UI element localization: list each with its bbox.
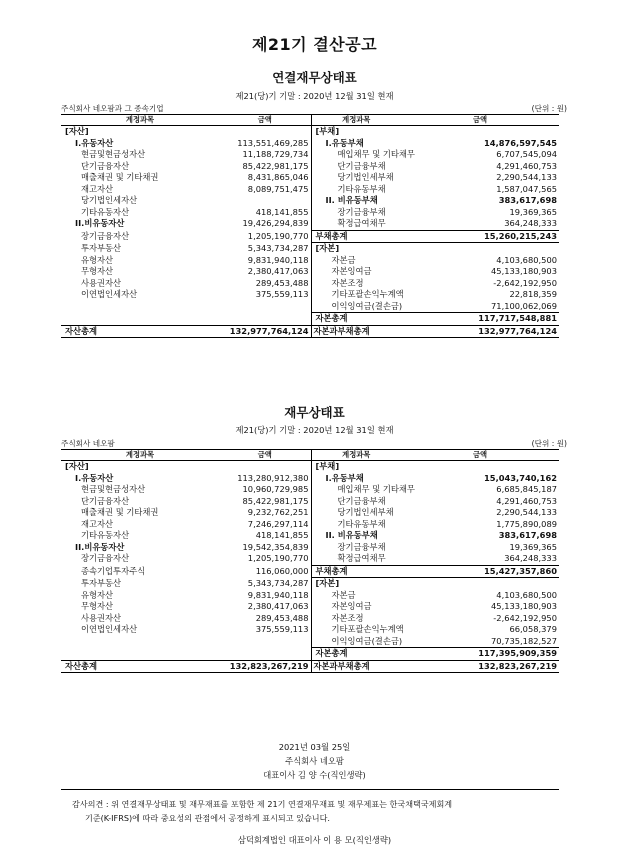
liability-equity-amount: 4,291,460,753	[496, 495, 557, 506]
asset-amount: 375,559,113	[255, 289, 309, 299]
asset-account: [자산]	[65, 126, 89, 136]
liability-equity-account: 자본조정	[311, 613, 401, 625]
header-account: 계정과목	[311, 115, 401, 126]
asset-amount: 11,188,729,734	[242, 149, 309, 159]
liability-equity-amount	[401, 126, 559, 138]
total-row	[61, 660, 559, 673]
consolidated-title: 연결재무상태표	[272, 70, 357, 85]
auditor-signature: 삼덕회계법인 대표이사 이 용 모(직인생략)	[237, 835, 392, 845]
page-title: 제21기 결산공고	[251, 35, 378, 54]
asset-account: 사용권자산	[81, 277, 122, 288]
asset-amount: 113,280,912,380	[237, 472, 309, 483]
table-row	[61, 138, 559, 150]
asset-amount: 113,551,469,285	[237, 137, 309, 148]
table-row	[61, 473, 559, 485]
total-liabilities-equity-amount: 132,823,267,219	[401, 660, 559, 673]
asset-amount: 1,205,190,770	[247, 230, 309, 241]
asset-amount: 2,380,417,063	[247, 266, 309, 276]
header-account: 계정과목	[61, 115, 219, 126]
table-row	[61, 126, 559, 138]
asset-amount	[219, 195, 311, 207]
asset-account: 장기금융자산	[81, 230, 130, 241]
asset-account	[61, 648, 219, 661]
asset-account: 사용권자산	[81, 612, 122, 623]
table-row	[61, 519, 559, 531]
table-row	[61, 553, 559, 565]
header-amount: 금액	[401, 450, 559, 461]
liability-equity-account: 자본총계	[311, 313, 401, 326]
announcement-date: 2021년 03월 25일	[278, 742, 351, 752]
asset-account	[61, 636, 219, 648]
asset-account: 투자부동산	[81, 242, 122, 253]
liability-equity-account: 장기금융부채	[311, 542, 401, 554]
table-row	[61, 207, 559, 219]
table-row	[61, 636, 559, 648]
liability-equity-account: 장기금융부채	[311, 207, 401, 219]
asset-amount	[219, 648, 311, 661]
asset-amount: 9,831,940,118	[247, 254, 309, 265]
audit-opinion	[72, 797, 552, 825]
liability-equity-account: 이익잉여금(결손금)	[311, 301, 401, 313]
liability-equity-amount: -2,642,192,950	[493, 612, 557, 623]
header-amount: 금액	[401, 115, 559, 126]
table-row	[61, 461, 559, 473]
liability-equity-amount: 19,369,365	[509, 206, 557, 217]
table-row	[61, 289, 559, 301]
total-liabilities-equity-amount: 132,977,764,124	[401, 325, 559, 338]
liability-equity-account: [부채]	[311, 461, 401, 473]
total-assets-label: 자산총계	[61, 660, 219, 673]
asset-amount: 418,141,855	[255, 530, 309, 540]
asset-amount: 375,559,113	[255, 624, 309, 634]
asset-account: 매출채권 및 기타채권	[81, 172, 159, 182]
asset-amount	[219, 461, 311, 473]
table-row	[61, 484, 559, 496]
liability-equity-amount: 70,735,182,527	[491, 635, 557, 646]
liability-equity-account: 확정급여채무	[311, 553, 401, 565]
table-row	[61, 230, 559, 243]
asset-account: 유형자산	[81, 589, 114, 600]
liability-equity-amount: 71,100,062,069	[491, 300, 557, 311]
liability-equity-account: 매입채무 및 기타채무	[311, 149, 401, 161]
liability-equity-account: I.유동부채	[311, 473, 401, 485]
liability-equity-amount: 4,291,460,753	[496, 160, 557, 171]
total-liabilities-equity-label: 자본과부채총계	[311, 660, 401, 673]
asset-account: 기타유동자산	[81, 530, 130, 540]
table-row	[61, 195, 559, 207]
liability-equity-amount: 117,395,909,359	[401, 648, 559, 661]
audit-opinion-line2: 기준(K-IFRS)에 따라 중요성의 관점에서 공정하게 표시되고 있습니다.	[85, 813, 330, 823]
asset-account: 당기법인세자산	[81, 195, 138, 205]
table-row	[61, 266, 559, 278]
consolidated-period: 제21(당)기 기말 : 2020년 12월 31일 현재	[235, 91, 394, 101]
liability-equity-amount	[401, 461, 559, 473]
asset-account	[61, 301, 219, 313]
table-row	[61, 496, 559, 508]
total-row	[61, 325, 559, 338]
liability-equity-account: 매입채무 및 기타채무	[311, 484, 401, 496]
liability-equity-amount: 364,248,333	[504, 553, 557, 563]
liability-equity-account: II. 비유동부채	[311, 530, 401, 542]
asset-amount	[219, 126, 311, 138]
header-amount: 금액	[219, 115, 311, 126]
table-row	[61, 278, 559, 290]
asset-account: 무형자산	[81, 601, 114, 611]
liability-equity-amount: 66,058,379	[509, 624, 557, 634]
liability-equity-amount: 22,818,359	[509, 289, 557, 299]
asset-account: 재고자산	[81, 518, 114, 529]
asset-account: 매출채권 및 기타채권	[81, 507, 159, 517]
consolidated-unit: (단위 : 원)	[531, 104, 567, 113]
asset-amount: 5,343,734,287	[247, 242, 309, 253]
table-row	[61, 590, 559, 602]
asset-account: 단기금융자산	[81, 495, 130, 506]
separate-balance-table	[61, 449, 559, 673]
liability-equity-account: 당기법인세부채	[311, 172, 401, 184]
liability-equity-amount: 14,876,597,545	[484, 137, 557, 148]
liability-equity-amount: 4,103,680,500	[496, 589, 557, 600]
liability-equity-account: [자본]	[311, 578, 401, 590]
table-row	[61, 172, 559, 184]
asset-account: 현금및현금성자산	[81, 484, 146, 494]
asset-amount	[219, 301, 311, 313]
liability-equity-amount: 15,427,357,860	[401, 565, 559, 578]
asset-account: 이연법인세자산	[81, 624, 138, 634]
liability-equity-account: 자본조정	[311, 278, 401, 290]
asset-amount: 7,246,297,114	[247, 518, 309, 529]
liability-equity-amount: 383,617,698	[498, 195, 557, 205]
asset-amount: 19,542,354,839	[242, 541, 309, 552]
table-row	[61, 613, 559, 625]
liability-equity-amount: 117,717,548,881	[401, 313, 559, 326]
liability-equity-amount: 1,587,047,565	[496, 183, 557, 194]
liability-equity-amount: 1,775,890,089	[496, 518, 557, 529]
asset-amount: 418,141,855	[255, 206, 309, 217]
liability-equity-account: 이익잉여금(결손금)	[311, 636, 401, 648]
asset-amount: 289,453,488	[255, 612, 309, 623]
asset-amount: 10,960,729,985	[242, 484, 309, 494]
asset-account: 기타유동자산	[81, 206, 130, 217]
asset-account: I.유동자산	[75, 137, 114, 148]
asset-account: I.유동자산	[75, 472, 114, 483]
liability-equity-account: 단기금융부채	[311, 161, 401, 173]
asset-account: 투자부동산	[81, 577, 122, 588]
table-row	[61, 578, 559, 590]
liability-equity-amount: 6,707,545,094	[496, 149, 557, 159]
liability-equity-amount: 45,133,180,903	[491, 266, 557, 276]
asset-amount: 8,089,751,475	[247, 183, 309, 194]
asset-amount: 85,422,981,175	[242, 160, 309, 171]
table-row	[61, 542, 559, 554]
table-row	[61, 624, 559, 636]
liability-equity-amount: 4,103,680,500	[496, 254, 557, 265]
table-row	[61, 648, 559, 661]
liability-equity-amount: 15,260,215,243	[401, 230, 559, 243]
liability-equity-account: 기타포괄손익누계액	[311, 624, 401, 636]
liability-equity-amount: 2,290,544,133	[496, 172, 557, 182]
asset-amount: 1,205,190,770	[247, 553, 309, 564]
liability-equity-account: I.유동부채	[311, 138, 401, 150]
asset-amount: 289,453,488	[255, 277, 309, 288]
asset-amount: 19,426,294,839	[242, 218, 309, 229]
asset-account: 현금및현금성자산	[81, 149, 146, 159]
asset-account: 종속기업투자주식	[81, 565, 146, 576]
separate-unit: (단위 : 원)	[531, 439, 567, 448]
table-row	[61, 218, 559, 230]
table-row	[61, 507, 559, 519]
liability-equity-account: 부채총계	[311, 230, 401, 243]
liability-equity-amount: 15,043,740,162	[484, 472, 557, 483]
liability-equity-amount: -2,642,192,950	[493, 277, 557, 288]
footer-company: 주식회사 네오팜	[285, 756, 344, 766]
liability-equity-amount: 364,248,333	[504, 218, 557, 228]
table-row	[61, 184, 559, 196]
table-row	[61, 301, 559, 313]
separate-company: 주식회사 네오팜	[61, 439, 115, 448]
table-row	[61, 530, 559, 542]
header-account: 계정과목	[61, 450, 219, 461]
table-header-row	[61, 450, 559, 461]
asset-amount: 9,232,762,251	[247, 507, 309, 517]
liability-equity-account: [부채]	[311, 126, 401, 138]
table-row	[61, 243, 559, 255]
separate-period: 제21(당)기 기말 : 2020년 12월 31일 현재	[235, 425, 394, 435]
liability-equity-account: 기타유동부채	[311, 519, 401, 531]
liability-equity-amount: 19,369,365	[509, 541, 557, 552]
liability-equity-account: 단기금융부채	[311, 496, 401, 508]
asset-amount: 116,060,000	[255, 565, 309, 576]
asset-account: II.비유동자산	[75, 218, 125, 229]
footer-ceo: 대표이사 김 양 수(직인생략)	[263, 770, 366, 780]
table-row	[61, 565, 559, 578]
asset-amount	[219, 636, 311, 648]
consolidated-balance-table	[61, 114, 559, 338]
table-row	[61, 255, 559, 267]
liability-equity-account: II. 비유동부채	[311, 195, 401, 207]
total-assets-label: 자산총계	[61, 325, 219, 338]
liability-equity-account: [자본]	[311, 243, 401, 255]
liability-equity-amount: 6,685,845,187	[496, 484, 557, 494]
table-row	[61, 149, 559, 161]
liability-equity-account: 자본잉여금	[311, 601, 401, 613]
asset-amount: 8,431,865,046	[247, 172, 309, 182]
asset-account: 단기금융자산	[81, 160, 130, 171]
asset-amount	[219, 313, 311, 326]
liability-equity-account: 자본총계	[311, 648, 401, 661]
table-row	[61, 601, 559, 613]
asset-amount: 2,380,417,063	[247, 601, 309, 611]
asset-account: 이연법인세자산	[81, 289, 138, 299]
liability-equity-account: 자본금	[311, 590, 401, 602]
asset-amount: 5,343,734,287	[247, 577, 309, 588]
asset-account: 무형자산	[81, 266, 114, 276]
liability-equity-amount: 45,133,180,903	[491, 601, 557, 611]
asset-account: 장기금융자산	[81, 553, 130, 564]
asset-account: [자산]	[65, 461, 89, 471]
liability-equity-amount	[401, 243, 559, 255]
asset-account: II.비유동자산	[75, 541, 125, 552]
asset-account: 유형자산	[81, 254, 114, 265]
asset-amount: 85,422,981,175	[242, 495, 309, 506]
liability-equity-account: 자본금	[311, 255, 401, 267]
asset-account: 재고자산	[81, 183, 114, 194]
total-liabilities-equity-label: 자본과부채총계	[311, 325, 401, 338]
header-amount: 금액	[219, 450, 311, 461]
header-account: 계정과목	[311, 450, 401, 461]
liability-equity-amount	[401, 578, 559, 590]
audit-opinion-line1: 감사의견 : 위 연결재무상태표 및 재무재표를 포함한 제 21기 연결재무재표 및 재무제표는 한국채택국제회계	[72, 799, 453, 809]
liability-equity-account: 자본잉여금	[311, 266, 401, 278]
total-assets-amount: 132,977,764,124	[219, 325, 311, 338]
liability-equity-account: 부채총계	[311, 565, 401, 578]
liability-equity-account: 기타포괄손익누계액	[311, 289, 401, 301]
separate-title: 재무상태표	[284, 405, 345, 420]
table-row	[61, 161, 559, 173]
table-header-row	[61, 115, 559, 126]
liability-equity-account: 당기법인세부채	[311, 507, 401, 519]
asset-amount: 9,831,940,118	[247, 589, 309, 600]
liability-equity-amount: 2,290,544,133	[496, 507, 557, 517]
liability-equity-account: 확정급여채무	[311, 218, 401, 230]
table-row	[61, 313, 559, 326]
consolidated-company: 주식회사 네오팜과 그 종속기업	[61, 104, 164, 113]
liability-equity-amount: 383,617,698	[498, 530, 557, 540]
asset-account	[61, 313, 219, 326]
divider	[61, 789, 559, 790]
total-assets-amount: 132,823,267,219	[219, 660, 311, 673]
liability-equity-account: 기타유동부채	[311, 184, 401, 196]
